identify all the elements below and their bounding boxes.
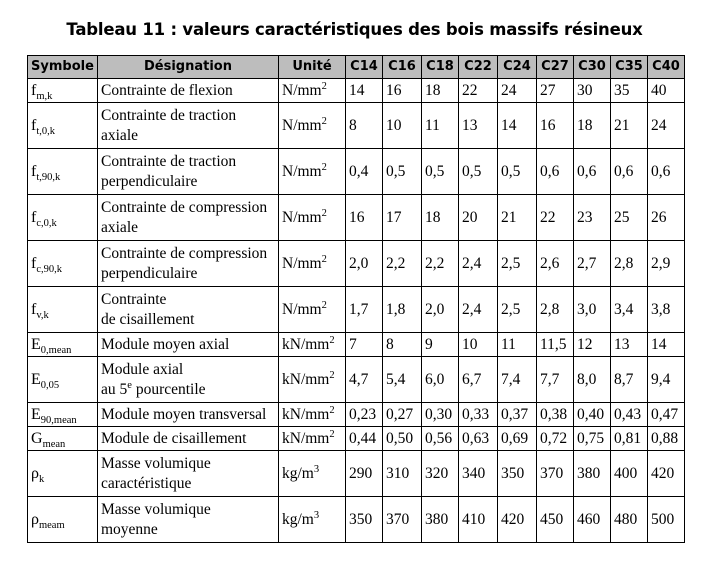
header-grade: C40 (648, 56, 685, 79)
designation-cell (98, 195, 279, 241)
symbol-subscript: c,0,k (36, 217, 57, 229)
designation-cell (98, 149, 279, 195)
designation-superscript: e (127, 379, 132, 391)
unit-base: kg/m (282, 464, 314, 482)
unit-exponent: 2 (321, 161, 327, 173)
designation-cell (98, 497, 279, 543)
value-cell: 3,4 (611, 287, 648, 333)
value-cell: 11 (422, 103, 459, 149)
table-row (28, 103, 685, 149)
unit-base: N/mm (282, 162, 322, 180)
value-cell: 8,0 (574, 357, 611, 403)
unit-cell (279, 103, 346, 149)
value-cell: 2,2 (383, 241, 422, 287)
symbol-cell (28, 403, 98, 427)
designation-cell (98, 357, 279, 403)
symbol-base: ρ (31, 510, 39, 528)
value-cell: 420 (498, 497, 537, 543)
value-cell: 2,4 (459, 287, 498, 333)
unit-exponent: 2 (321, 115, 327, 127)
value-cell: 350 (346, 497, 383, 543)
unit-cell (279, 287, 346, 333)
table-row (28, 451, 685, 497)
value-cell: 380 (422, 497, 459, 543)
unit-base: kN/mm (282, 370, 330, 388)
symbol-base: E (31, 335, 41, 353)
value-cell: 0,6 (611, 149, 648, 195)
value-cell: 24 (498, 79, 537, 103)
value-cell: 6,0 (422, 357, 459, 403)
designation-cell (98, 451, 279, 497)
symbol-base: ρ (31, 464, 39, 482)
unit-exponent: 2 (329, 404, 335, 416)
table-row (28, 427, 685, 451)
value-cell: 2,8 (537, 287, 574, 333)
designation-text: pourcentile (131, 380, 206, 398)
designation-line: moyenne (101, 520, 158, 538)
value-cell: 2,6 (537, 241, 574, 287)
symbol-subscript: meam (38, 519, 65, 531)
table-row (28, 497, 685, 543)
value-cell: 0,6 (648, 149, 685, 195)
value-cell: 11,5 (537, 333, 574, 357)
symbol-subscript: t,90,k (36, 171, 61, 183)
symbol-subscript: 0,05 (40, 379, 60, 391)
symbol-base: f (31, 81, 37, 99)
value-cell: 30 (574, 79, 611, 103)
symbol-cell (28, 427, 98, 451)
unit-base: N/mm (282, 254, 322, 272)
value-cell: 0,56 (422, 427, 459, 451)
value-cell: 2,2 (422, 241, 459, 287)
value-cell: 14 (648, 333, 685, 357)
table-row (28, 149, 685, 195)
symbol-cell (28, 357, 98, 403)
value-cell: 18 (574, 103, 611, 149)
value-cell: 0,50 (383, 427, 422, 451)
designation-cell (98, 79, 279, 103)
header-grade: C30 (574, 56, 611, 79)
value-cell: 8 (383, 333, 422, 357)
value-cell: 18 (422, 79, 459, 103)
designation-line (101, 380, 275, 400)
designation-line: axiale (101, 218, 139, 236)
value-cell: 380 (574, 451, 611, 497)
symbol-subscript: mean (42, 438, 66, 450)
value-cell: 0,37 (498, 403, 537, 427)
designation-line: Module moyen transversal (101, 405, 267, 423)
value-cell: 0,6 (537, 149, 574, 195)
value-cell: 0,43 (611, 403, 648, 427)
value-cell: 0,81 (611, 427, 648, 451)
symbol-base: f (31, 162, 37, 180)
header-row (28, 56, 685, 79)
value-cell: 26 (648, 195, 685, 241)
value-cell: 350 (498, 451, 537, 497)
table-title: Tableau 11 : valeurs caractéristiques des bois massifs résineux (66, 20, 643, 39)
value-cell: 2,0 (422, 287, 459, 333)
unit-exponent: 2 (329, 369, 335, 381)
value-cell: 320 (422, 451, 459, 497)
unit-exponent: 3 (313, 509, 320, 521)
unit-cell (279, 333, 346, 357)
designation-cell (98, 333, 279, 357)
value-cell: 0,38 (537, 403, 574, 427)
value-cell: 0,47 (648, 403, 685, 427)
unit-cell (279, 427, 346, 451)
value-cell: 10 (459, 333, 498, 357)
value-cell: 0,5 (498, 149, 537, 195)
value-cell: 25 (611, 195, 648, 241)
value-cell: 400 (611, 451, 648, 497)
header-grade: C18 (422, 56, 459, 79)
symbol-subscript: k (38, 473, 45, 485)
designation-line: perpendiculaire (101, 172, 198, 190)
table-row (28, 333, 685, 357)
value-cell: 410 (459, 497, 498, 543)
table-row (28, 241, 685, 287)
symbol-base: E (31, 405, 41, 423)
value-cell: 3,0 (574, 287, 611, 333)
unit-exponent: 2 (329, 428, 335, 440)
designation-line: Module axial (101, 360, 184, 378)
designation-cell (98, 427, 279, 451)
unit-cell (279, 241, 346, 287)
value-cell: 2,9 (648, 241, 685, 287)
value-cell: 14 (346, 79, 383, 103)
designation-line: Module de cisaillement (101, 429, 247, 447)
unit-exponent: 3 (313, 463, 320, 475)
value-cell: 480 (611, 497, 648, 543)
value-cell: 22 (537, 195, 574, 241)
symbol-subscript: m,k (36, 90, 53, 102)
value-cell: 11 (498, 333, 537, 357)
value-cell: 13 (459, 103, 498, 149)
designation-line: de cisaillement (101, 310, 195, 328)
designation-line: Masse volumique (101, 454, 211, 472)
symbol-base: G (31, 429, 43, 447)
value-cell: 7,7 (537, 357, 574, 403)
value-cell: 12 (574, 333, 611, 357)
symbol-base: E (31, 370, 41, 388)
unit-cell (279, 451, 346, 497)
header-grade: C14 (346, 56, 383, 79)
table-row (28, 403, 685, 427)
value-cell: 2,8 (611, 241, 648, 287)
symbol-cell (28, 79, 98, 103)
symbol-base: f (31, 116, 37, 134)
header-grade: C27 (537, 56, 574, 79)
value-cell: 2,4 (459, 241, 498, 287)
symbol-cell (28, 241, 98, 287)
unit-exponent: 2 (321, 207, 327, 219)
value-cell: 18 (422, 195, 459, 241)
designation-line: Contrainte de flexion (101, 81, 233, 99)
table-row (28, 195, 685, 241)
value-cell: 2,0 (346, 241, 383, 287)
value-cell: 0,5 (422, 149, 459, 195)
value-cell: 24 (648, 103, 685, 149)
designation-cell (98, 403, 279, 427)
symbol-cell (28, 451, 98, 497)
value-cell: 0,40 (574, 403, 611, 427)
designation-line: Contrainte de traction (101, 106, 237, 124)
unit-exponent: 2 (321, 253, 327, 265)
unit-cell (279, 79, 346, 103)
wood-values-table (27, 55, 685, 543)
value-cell: 7,4 (498, 357, 537, 403)
value-cell: 40 (648, 79, 685, 103)
unit-cell (279, 149, 346, 195)
designation-line: axiale (101, 126, 139, 144)
value-cell: 340 (459, 451, 498, 497)
unit-base: kN/mm (282, 405, 330, 423)
unit-cell (279, 195, 346, 241)
table-row (28, 287, 685, 333)
designation-line: Contrainte de compression (101, 244, 268, 262)
value-cell: 0,4 (346, 149, 383, 195)
value-cell: 9 (422, 333, 459, 357)
value-cell: 1,7 (346, 287, 383, 333)
value-cell: 0,6 (574, 149, 611, 195)
value-cell: 20 (459, 195, 498, 241)
unit-cell (279, 497, 346, 543)
value-cell: 21 (498, 195, 537, 241)
value-cell: 290 (346, 451, 383, 497)
value-cell: 3,8 (648, 287, 685, 333)
symbol-cell (28, 103, 98, 149)
designation-cell (98, 287, 279, 333)
unit-base: N/mm (282, 116, 322, 134)
value-cell: 8 (346, 103, 383, 149)
value-cell: 0,5 (459, 149, 498, 195)
value-cell: 16 (537, 103, 574, 149)
value-cell: 8,7 (611, 357, 648, 403)
value-cell: 370 (383, 497, 422, 543)
table-row (28, 79, 685, 103)
designation-line: caractéristique (101, 474, 192, 492)
value-cell: 0,5 (383, 149, 422, 195)
symbol-base: f (31, 300, 37, 318)
value-cell: 22 (459, 79, 498, 103)
value-cell: 16 (346, 195, 383, 241)
unit-base: N/mm (282, 208, 322, 226)
value-cell: 2,5 (498, 241, 537, 287)
value-cell: 4,7 (346, 357, 383, 403)
header-grade: C35 (611, 56, 648, 79)
unit-base: N/mm (282, 81, 322, 99)
value-cell: 0,63 (459, 427, 498, 451)
symbol-cell (28, 195, 98, 241)
designation-text: au 5 (101, 380, 128, 398)
value-cell: 0,27 (383, 403, 422, 427)
symbol-cell (28, 287, 98, 333)
designation-cell (98, 241, 279, 287)
value-cell: 420 (648, 451, 685, 497)
header-grade: C24 (498, 56, 537, 79)
value-cell: 6,7 (459, 357, 498, 403)
table-body (28, 79, 685, 543)
designation-line: Contrainte (101, 290, 167, 308)
value-cell: 310 (383, 451, 422, 497)
value-cell: 370 (537, 451, 574, 497)
symbol-cell (28, 333, 98, 357)
value-cell: 10 (383, 103, 422, 149)
value-cell: 35 (611, 79, 648, 103)
value-cell: 0,88 (648, 427, 685, 451)
unit-exponent: 2 (329, 334, 335, 346)
value-cell: 0,23 (346, 403, 383, 427)
header-grade: C16 (383, 56, 422, 79)
symbol-subscript: v,k (36, 309, 49, 321)
unit-base: kN/mm (282, 335, 330, 353)
value-cell: 16 (383, 79, 422, 103)
unit-exponent: 2 (321, 299, 327, 311)
unit-base: kg/m (282, 510, 314, 528)
value-cell: 27 (537, 79, 574, 103)
value-cell: 0,69 (498, 427, 537, 451)
value-cell: 9,4 (648, 357, 685, 403)
value-cell: 14 (498, 103, 537, 149)
designation-line: Contrainte de compression (101, 198, 268, 216)
designation-cell (98, 103, 279, 149)
designation-line: Module moyen axial (101, 335, 230, 353)
value-cell: 5,4 (383, 357, 422, 403)
unit-base: kN/mm (282, 429, 330, 447)
value-cell: 0,75 (574, 427, 611, 451)
symbol-subscript: t,0,k (36, 125, 55, 137)
symbol-subscript: 90,mean (40, 414, 77, 426)
symbol-subscript: c,90,k (36, 263, 62, 275)
unit-exponent: 2 (321, 80, 327, 92)
designation-line: Contrainte de traction (101, 152, 237, 170)
value-cell: 1,8 (383, 287, 422, 333)
header-designation: Désignation (98, 56, 279, 79)
header-symbole: Symbole (28, 56, 98, 79)
value-cell: 450 (537, 497, 574, 543)
value-cell: 0,30 (422, 403, 459, 427)
header-grade: C22 (459, 56, 498, 79)
value-cell: 2,5 (498, 287, 537, 333)
table-row (28, 357, 685, 403)
value-cell: 500 (648, 497, 685, 543)
value-cell: 0,44 (346, 427, 383, 451)
value-cell: 17 (383, 195, 422, 241)
value-cell: 460 (574, 497, 611, 543)
value-cell: 23 (574, 195, 611, 241)
value-cell: 2,7 (574, 241, 611, 287)
symbol-base: f (31, 254, 37, 272)
unit-cell (279, 403, 346, 427)
value-cell: 7 (346, 333, 383, 357)
designation-line: Masse volumique (101, 500, 211, 518)
symbol-subscript: 0,mean (40, 344, 72, 356)
symbol-base: f (31, 208, 37, 226)
unit-base: N/mm (282, 300, 322, 318)
symbol-cell (28, 149, 98, 195)
designation-line: perpendiculaire (101, 264, 198, 282)
value-cell: 21 (611, 103, 648, 149)
unit-cell (279, 357, 346, 403)
value-cell: 13 (611, 333, 648, 357)
value-cell: 0,33 (459, 403, 498, 427)
header-unite: Unité (279, 56, 346, 79)
symbol-cell (28, 497, 98, 543)
value-cell: 0,72 (537, 427, 574, 451)
